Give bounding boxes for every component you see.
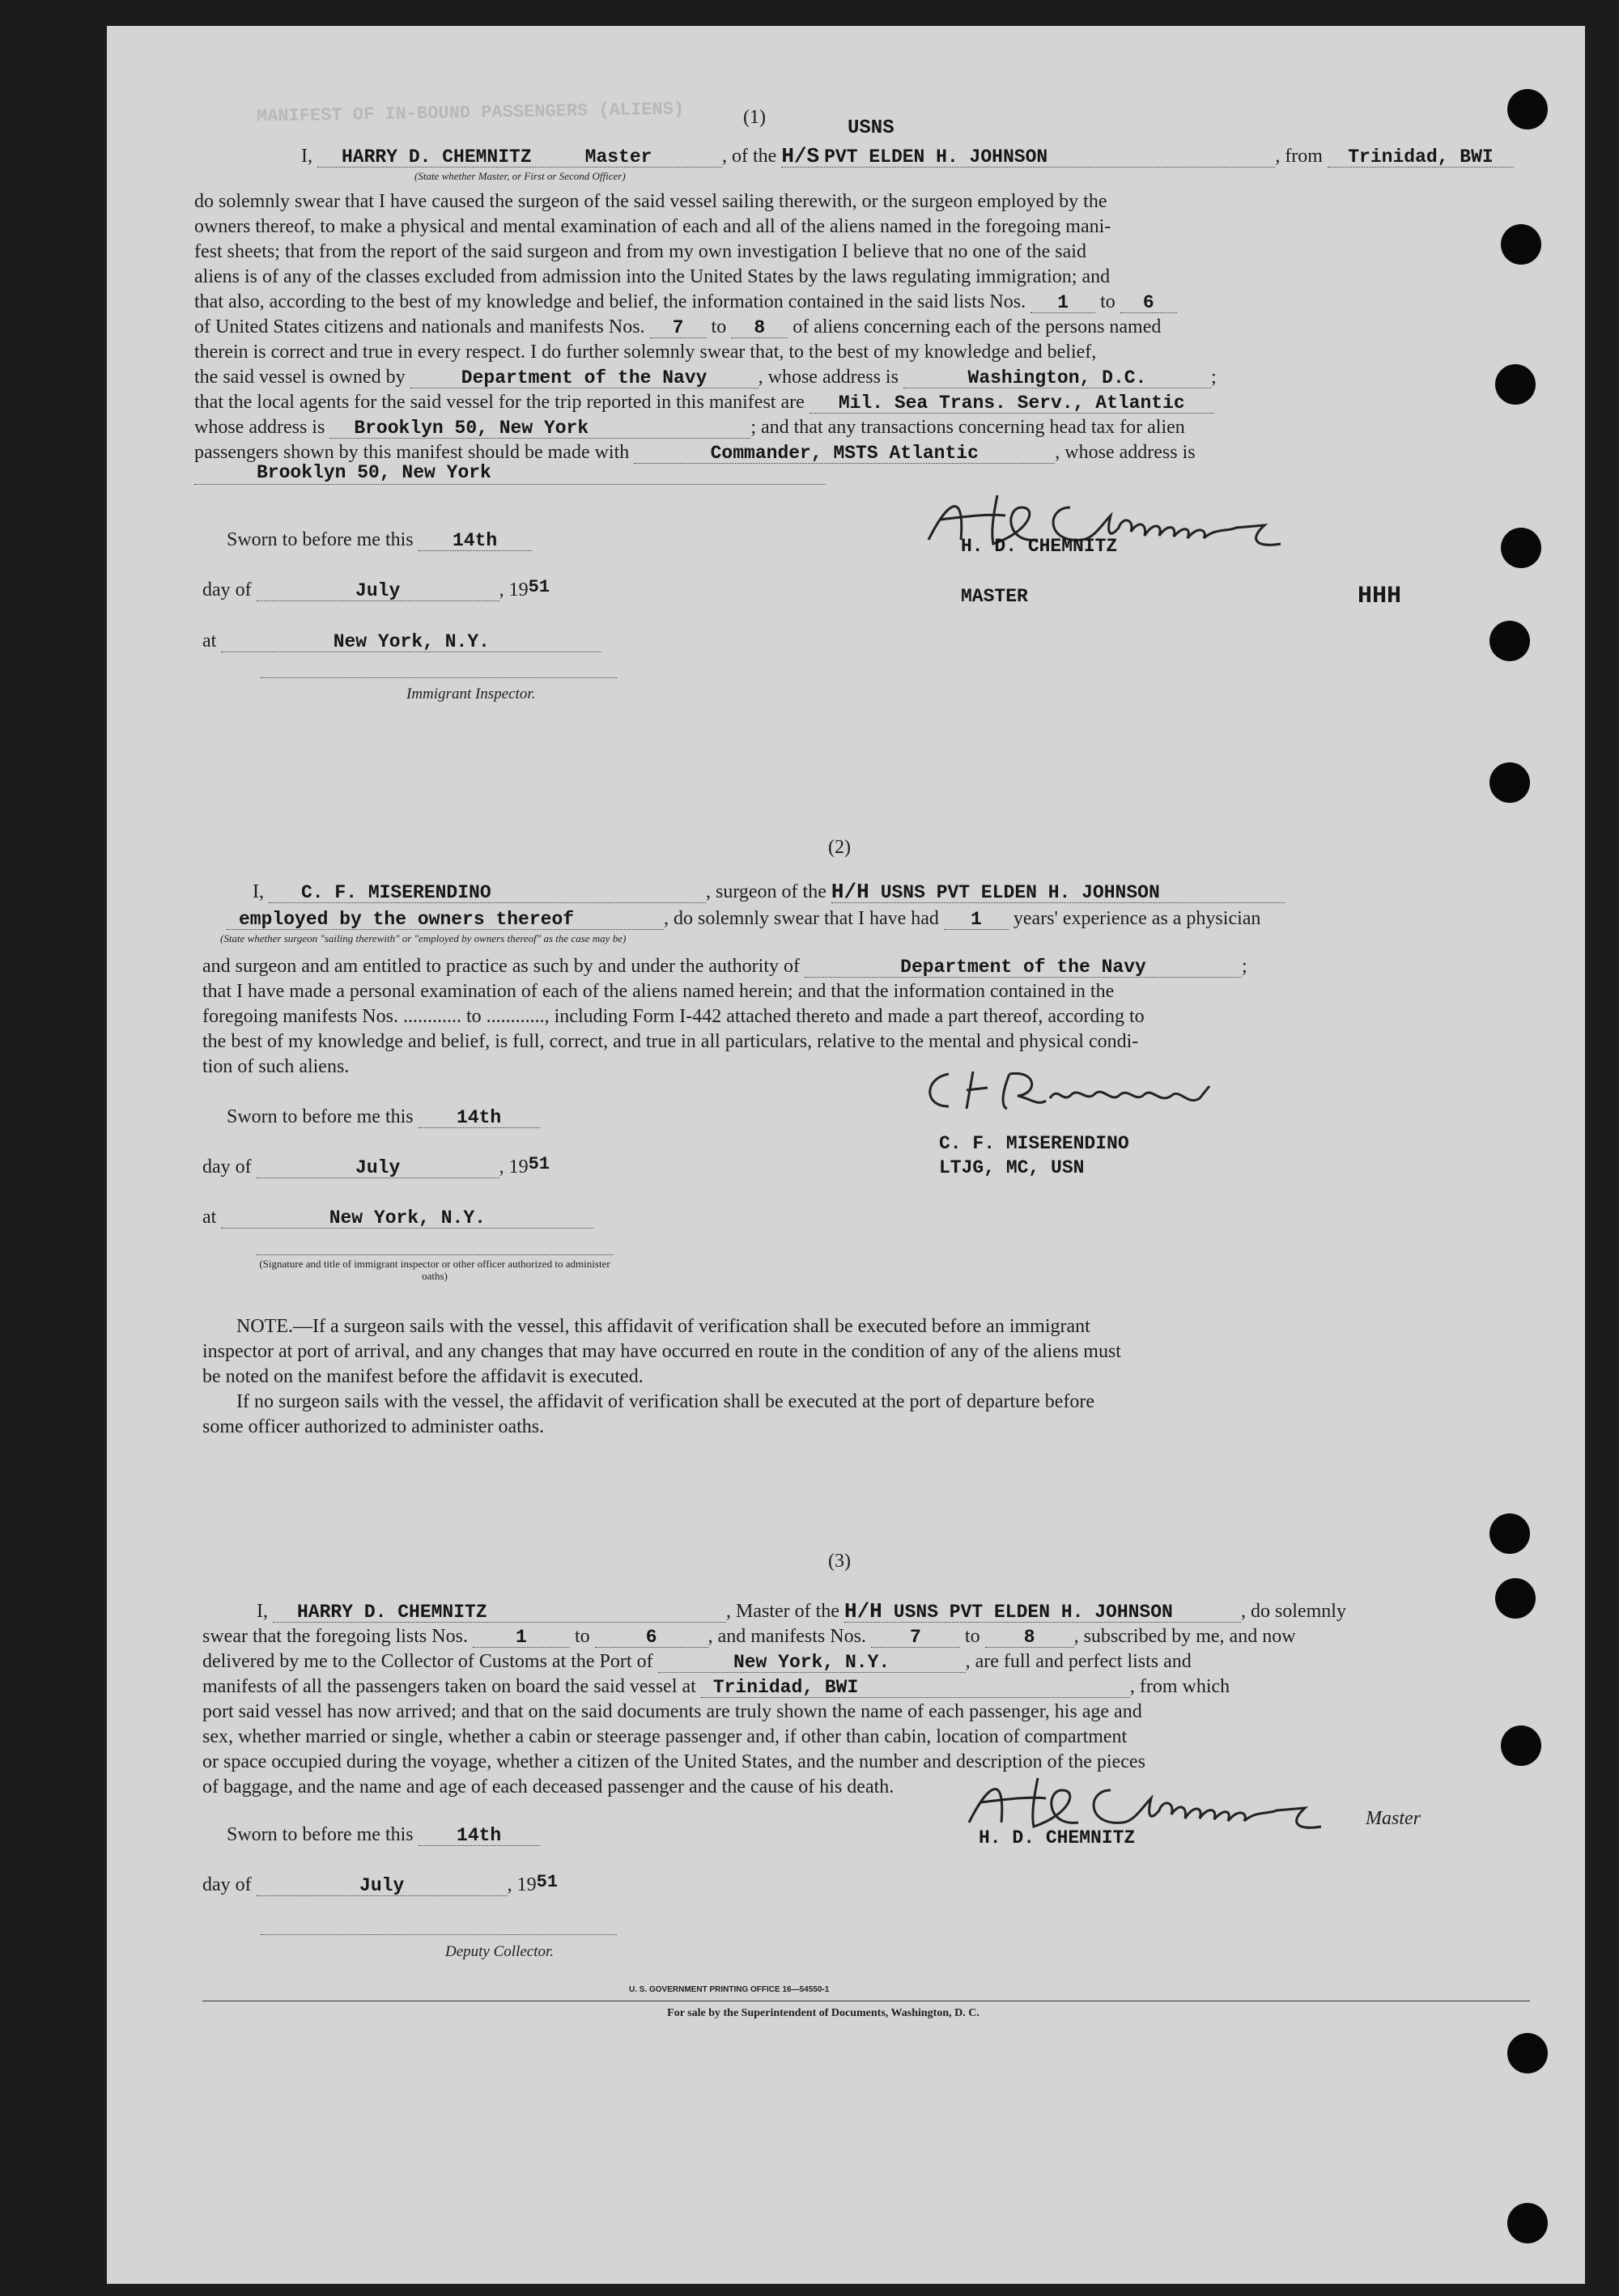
note-line-4: some officer authorized to administer oaths. — [202, 1416, 545, 1437]
s3-year: 51 — [536, 1872, 559, 1892]
s3-date-line: day of July , 1951 — [202, 1872, 559, 1896]
binder-hole — [1489, 1513, 1530, 1554]
s3-body-3: of baggage, and the name and age of each deceased passenger and the cause of his death. — [202, 1776, 894, 1797]
s2-authority-line: and surgeon and am entitled to practice as such by and under the authority of Department of the Navy ; — [202, 956, 1247, 978]
s3-manifests-from: 7 — [910, 1627, 921, 1648]
s3-lists-to: 6 — [645, 1627, 657, 1648]
master-title-field: Master — [584, 146, 652, 168]
ss-correction-2: H/H — [831, 880, 869, 904]
head-tax-party-field: Commander, MSTS Atlantic — [710, 443, 979, 464]
s1-sworn-line: Sworn to before me this 14th — [227, 528, 532, 553]
section-3-number: (3) — [828, 1551, 851, 1572]
s3-sworn-day: 14th — [457, 1825, 502, 1846]
section-1-line-1: I, HARRY D. CHEMNITZ Master , of the H/S PVT ELDEN H. JOHNSON , from Trinidad, BWI — [301, 144, 1514, 169]
binder-hole — [1495, 364, 1536, 405]
manifests-to-field: 8 — [754, 317, 766, 338]
s3-vessel-name-field: USNS PVT ELDEN H. JOHNSON — [893, 1602, 1173, 1623]
footer-text: For sale by the Superintendent of Documents, Washington, D. C. — [667, 2007, 979, 2019]
s1-place: New York, N.Y. — [333, 631, 490, 652]
s2-line-1: I, C. F. MISERENDINO , surgeon of the H/H USNS PVT ELDEN H. JOHNSON — [253, 880, 1285, 905]
s2-place: New York, N.Y. — [329, 1207, 486, 1229]
s1-month: July — [355, 580, 401, 601]
s1-body-1: owners thereof, to make a physical and mental examination of each and all of the aliens named in the foregoing mani- — [194, 216, 1111, 237]
s3-master-name-printed: H. D. CHEMNITZ — [979, 1827, 1136, 1848]
s3-port-field: New York, N.Y. — [733, 1652, 890, 1673]
s3-boarded-field: Trinidad, BWI — [712, 1677, 859, 1698]
s2-body-2: the best of my knowledge and belief, is full, correct, and true in all particulars, relative to the mental and physical condi- — [202, 1031, 1139, 1052]
printer-line: U. S. GOVERNMENT PRINTING OFFICE 16—54550-1 — [629, 1985, 830, 1994]
s1-therein-line: therein is correct and true in every respect. I do further solemnly swear that, to the best of my knowledge and belief, — [194, 342, 1097, 363]
s3-signer-title: Master — [1366, 1808, 1421, 1829]
s2-body-0: that I have made a personal examination of each of the aliens named herein; and that the information contained in the — [202, 981, 1115, 1002]
s3-body-1: sex, whether married or single, whether a cabin or steerage passenger and, if other than cabin, location of compartment — [202, 1726, 1128, 1747]
ss-correction-3: H/H — [843, 1599, 882, 1623]
inspector-signature-line — [261, 677, 617, 678]
master-name-field: HARRY D. CHEMNITZ — [342, 146, 532, 168]
s3-line-2: swear that the foregoing lists Nos. 1 to 6 , and manifests Nos. 7 to 8 , subscribed by me, and now — [202, 1626, 1296, 1648]
binder-hole — [1507, 89, 1548, 129]
note-line-1: inspector at port of arrival, and any changes that may have occurred en route in the condition of any of the aliens must — [202, 1341, 1121, 1362]
agents-field: Mil. Sea Trans. Serv., Atlantic — [838, 393, 1185, 414]
s1-date-line: day of July , 1951 — [202, 577, 550, 601]
s1-body-0: do solemnly swear that I have caused the surgeon of the said vessel sailing therewith, or the surgeon employed by the — [194, 191, 1107, 212]
s1-owner-line: the said vessel is owned by Department of the Navy , whose address is Washington, D.C. ; — [194, 367, 1217, 388]
s1-body-2: fest sheets; that from the report of the said surgeon and from my own investigation I believe that no one of the said — [194, 241, 1086, 262]
s3-sworn-line: Sworn to before me this 14th — [227, 1823, 540, 1848]
s3-line-3: delivered by me to the Collector of Customs at the Port of New York, N.Y. , are full and perfect lists and — [202, 1651, 1192, 1673]
s2-state-whether-caption: (State whether surgeon "sailing therewith" or "employed by owners thereof" as the case may be) — [220, 932, 627, 944]
s2-year: 51 — [528, 1154, 550, 1174]
s2-vessel-name-field: USNS PVT ELDEN H. JOHNSON — [880, 882, 1160, 903]
manifest-affidavit-page — [107, 26, 1585, 2284]
binder-hole — [1489, 762, 1530, 803]
inspector-caption: Immigrant Inspector. — [406, 685, 536, 702]
s2-body-3: tion of such aliens. — [202, 1056, 350, 1077]
binder-hole — [1495, 1578, 1536, 1619]
agents-address-field: Brooklyn 50, New York — [354, 418, 589, 439]
surgeon-signature — [916, 1062, 1224, 1118]
s3-master-name-field: HARRY D. CHEMNITZ — [297, 1602, 487, 1623]
note-line-2: be noted on the manifest before the affidavit is executed. — [202, 1366, 644, 1387]
bleed-through-text: MANIFEST OF IN-BOUND PASSENGERS (ALIENS) — [256, 99, 685, 127]
note-line-3: If no surgeon sails with the vessel, the affidavit of verification shall be executed at the port of departure before — [236, 1391, 1095, 1412]
s1-manifests-line: of United States citizens and nationals and manifests Nos. 7 to 8 of aliens concerning each of the persons named — [194, 316, 1162, 338]
s2-line-2: employed by the owners thereof , do solemnly swear that I have had 1 years' experience as a physician — [227, 906, 1260, 932]
owner-field: Department of the Navy — [461, 367, 708, 388]
master-title-printed: MASTER — [961, 586, 1028, 607]
master-annotation: HHH — [1358, 583, 1402, 610]
binder-hole — [1501, 528, 1541, 568]
s2-sworn-line: Sworn to before me this 14th — [227, 1105, 540, 1130]
s1-agents-address-line: whose address is Brooklyn 50, New York ; and that any transactions concerning head tax for alien — [194, 417, 1185, 439]
binder-hole — [1507, 2033, 1548, 2073]
s1-agents-line: that the local agents for the said vessel for the trip reported in this manifest are Mil. Sea Trans. Serv., Atlantic — [194, 390, 1214, 415]
note-label: NOTE. — [236, 1316, 293, 1337]
manifests-from-field: 7 — [672, 317, 684, 338]
s3-line-4: manifests of all the passengers taken on board the said vessel at Trinidad, BWI , from which — [202, 1676, 1230, 1698]
surgeon-name-printed: C. F. MISERENDINO — [939, 1133, 1129, 1154]
s3-lists-from: 1 — [516, 1627, 527, 1648]
s2-body-1: foregoing manifests Nos. ............ to ............, including Form I-442 attached thereto and made a part thereof, according to — [202, 1006, 1145, 1027]
head-tax-address-line — [194, 484, 826, 485]
ss-correction: H/S — [781, 144, 820, 168]
s3-body-2: or space occupied during the voyage, whether a citizen of the United States, and the number and description of the pieces — [202, 1751, 1145, 1772]
s3-month: July — [359, 1875, 405, 1896]
s2-date-line: day of July , 1951 — [202, 1154, 550, 1178]
s1-body-3: aliens is of any of the classes excluded from admission into the United States by the laws regulating immigration; and — [194, 266, 1111, 287]
binder-hole — [1489, 621, 1530, 661]
authority-field: Department of the Navy — [900, 957, 1146, 978]
s2-signature-caption: (Signature and title of immigrant inspector or other officer authorized to administer oaths) — [259, 1258, 610, 1282]
binder-hole — [1501, 1725, 1541, 1766]
employment-field: employed by the owners thereof — [239, 909, 575, 930]
head-tax-address-field: Brooklyn 50, New York — [257, 462, 491, 483]
binder-hole — [1501, 224, 1541, 265]
s3-body-0: port said vessel has now arrived; and that on the said documents are truly shown the name of each passenger, his age and — [202, 1701, 1142, 1722]
s2-month: July — [355, 1157, 401, 1178]
s1-lists-line: that also, according to the best of my knowledge and belief, the information contained in the said lists Nos. 1 to 6 — [194, 290, 1177, 315]
state-whether-caption: (State whether Master, or First or Second Officer) — [414, 170, 626, 182]
surgeon-rank-printed: LTJG, MC, USN — [939, 1157, 1085, 1178]
vessel-name-field: PVT ELDEN H. JOHNSON — [824, 146, 1048, 168]
years-field: 1 — [971, 909, 982, 930]
collector-signature-line — [261, 1934, 617, 1935]
s3-manifests-to: 8 — [1023, 1627, 1035, 1648]
vessel-prefix-handwritten: USNS — [848, 117, 894, 139]
s3-line-1: I, HARRY D. CHEMNITZ , Master of the H/H USNS PVT ELDEN H. JOHNSON , do solemnly — [257, 1599, 1346, 1623]
section-1-number: (1) — [743, 107, 766, 128]
section-2-number: (2) — [828, 837, 851, 858]
owner-address-field: Washington, D.C. — [967, 367, 1147, 388]
officer-signature-line — [257, 1254, 613, 1255]
s2-sworn-day: 14th — [457, 1107, 502, 1128]
binder-hole — [1507, 2203, 1548, 2243]
lists-from-field: 1 — [1057, 292, 1069, 313]
s1-head-tax-line: passengers shown by this manifest should be made with Commander, MSTS Atlantic , whose address is — [194, 442, 1196, 464]
s2-at-line: at New York, N.Y. — [202, 1205, 593, 1230]
s1-sworn-day: 14th — [453, 530, 498, 551]
surgeon-name-field: C. F. MISERENDINO — [301, 882, 491, 903]
lists-to-field: 6 — [1142, 292, 1154, 313]
port-from-field: Trinidad, BWI — [1348, 146, 1494, 168]
note-line-0: NOTE.—If a surgeon sails with the vessel, this affidavit of verification shall be executed before an immigrant — [236, 1316, 1090, 1337]
s1-at-line: at New York, N.Y. — [202, 629, 601, 654]
master-name-printed: H. D. CHEMNITZ — [961, 536, 1118, 557]
collector-caption: Deputy Collector. — [445, 1943, 555, 1960]
s1-year: 51 — [528, 577, 550, 597]
